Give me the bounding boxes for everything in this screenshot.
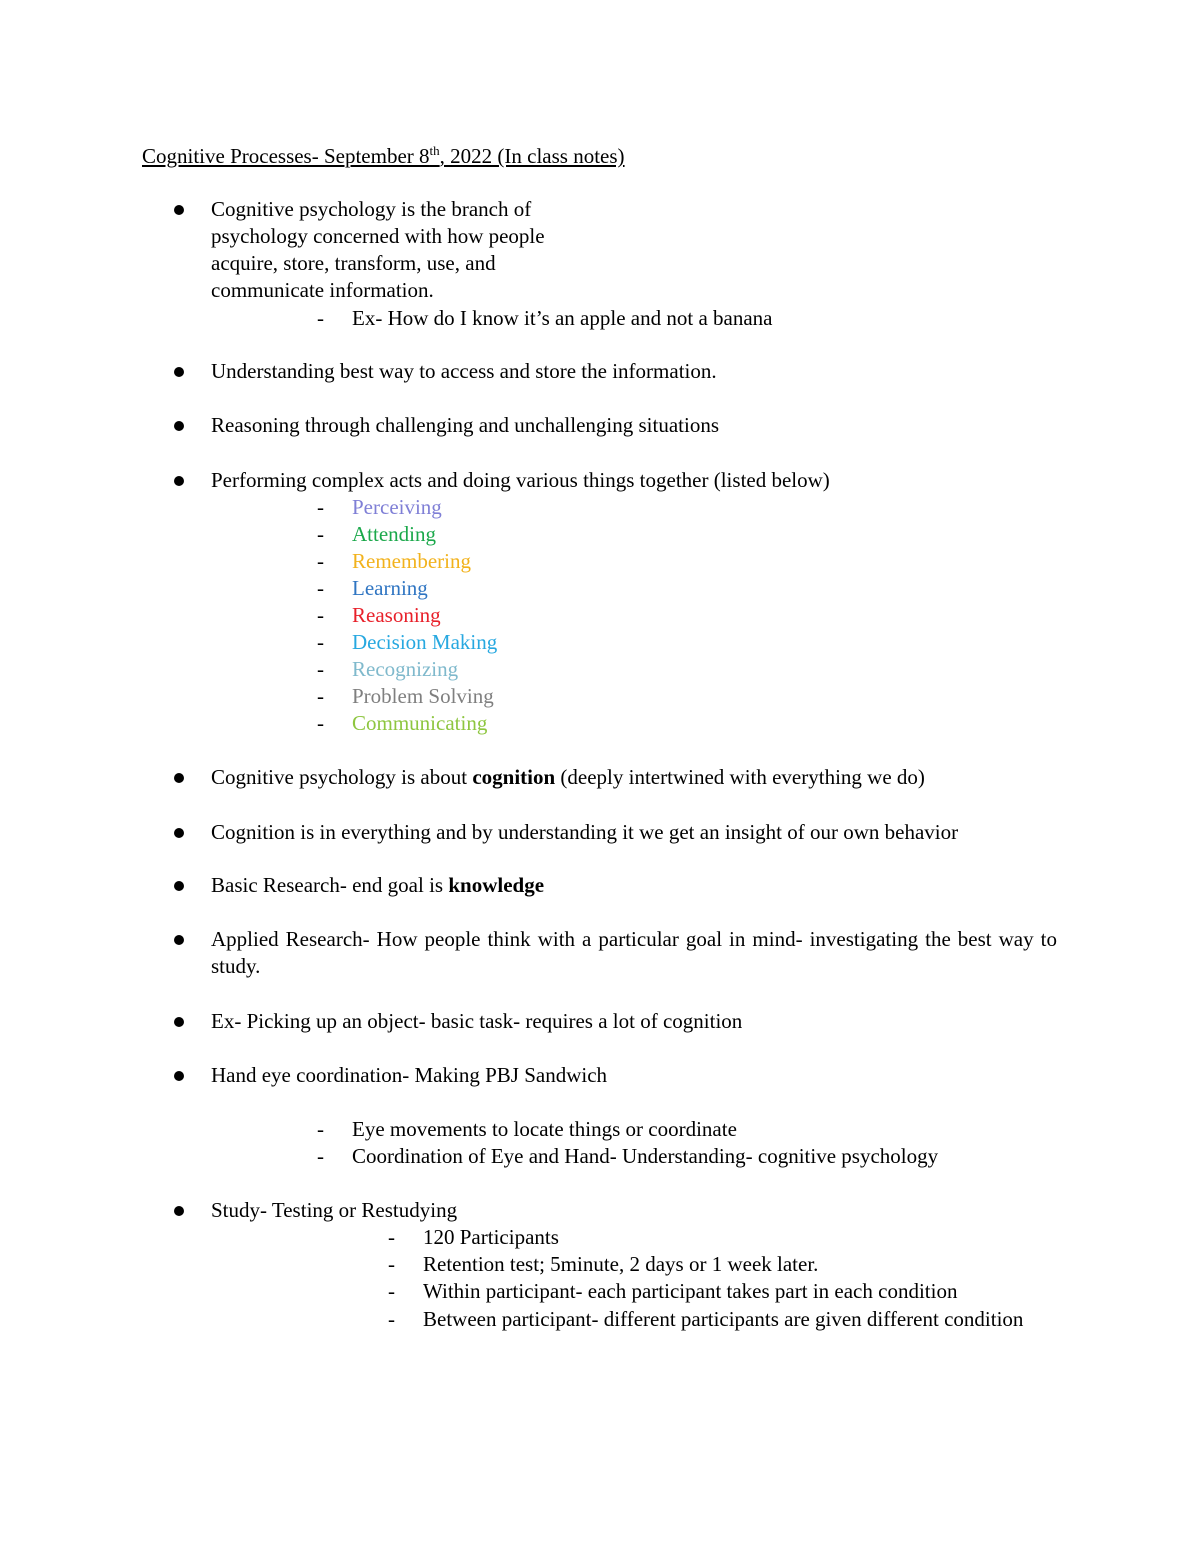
bullet-item-complex-acts: Performing complex acts and doing various things together (listed below)	[211, 468, 830, 492]
dash-marker: -	[317, 603, 324, 627]
sub-item-apple-example: Ex- How do I know it’s an apple and not a banana	[352, 306, 773, 330]
dash-marker: -	[388, 1225, 395, 1249]
bullet-icon	[174, 205, 184, 215]
bullet-icon	[174, 881, 184, 891]
dash-marker: -	[317, 684, 324, 708]
bullet-icon	[174, 935, 184, 945]
bullet-icon	[174, 367, 184, 377]
dash-marker: -	[317, 630, 324, 654]
sub-item-participants: 120 Participants	[423, 1225, 559, 1249]
dash-marker: -	[388, 1307, 395, 1331]
process-item: Communicating	[352, 711, 488, 735]
dash-marker: -	[317, 1144, 324, 1168]
bullet-item-access-store: Understanding best way to access and store the information.	[211, 359, 717, 383]
sub-item-within-participant: Within participant- each participant takes part in each condition	[423, 1279, 958, 1303]
sub-item-retention-test: Retention test; 5minute, 2 days or 1 week later.	[423, 1252, 819, 1276]
bullet-icon	[174, 1017, 184, 1027]
bullet-item-picking-object: Ex- Picking up an object- basic task- requires a lot of cognition	[211, 1009, 743, 1033]
dash-marker: -	[317, 549, 324, 573]
process-item: Problem Solving	[352, 684, 494, 708]
process-item: Recognizing	[352, 657, 459, 681]
process-item: Decision Making	[352, 630, 498, 654]
dash-marker: -	[317, 576, 324, 600]
process-item: Learning	[352, 576, 428, 600]
bullet-item-cognition-everything: Cognition is in everything and by understanding it we get an insight of our own behavior	[211, 820, 959, 844]
bullet-icon	[174, 421, 184, 431]
dash-marker: -	[317, 657, 324, 681]
dash-marker: -	[317, 1117, 324, 1141]
dash-marker: -	[317, 522, 324, 546]
process-item: Reasoning	[352, 603, 441, 627]
dash-marker: -	[317, 711, 324, 735]
bullet-icon	[174, 476, 184, 486]
bullet-icon	[174, 1071, 184, 1081]
page-title: Cognitive Processes- September 8th, 2022 (In class notes)	[142, 143, 625, 168]
process-item: Perceiving	[352, 495, 442, 519]
sub-item-between-participant: Between participant- different participants are given different condition	[423, 1307, 1024, 1331]
bullet-icon	[174, 1206, 184, 1216]
process-item: Remembering	[352, 549, 471, 573]
process-item: Attending	[352, 522, 436, 546]
sub-item-coordination: Coordination of Eye and Hand- Understanding- cognitive psychology	[352, 1144, 939, 1168]
bullet-item-hand-eye: Hand eye coordination- Making PBJ Sandwich	[211, 1063, 608, 1087]
dash-marker: -	[317, 495, 324, 519]
bullet-icon	[174, 773, 184, 783]
bullet-item-cognition: Cognitive psychology is about cognition (deeply intertwined with everything we do)	[211, 765, 925, 789]
bullet-item-study: Study- Testing or Restudying	[211, 1198, 458, 1222]
bullet-item-basic-research: Basic Research- end goal is knowledge	[211, 873, 545, 897]
dash-marker: -	[388, 1279, 395, 1303]
dash-marker: -	[317, 306, 324, 330]
bullet-item-reasoning: Reasoning through challenging and unchallenging situations	[211, 413, 719, 437]
bullet-item-applied-research: Applied Research- How people think with a particular goal in mind- investigating the best way to study.	[211, 927, 1057, 978]
dash-marker: -	[388, 1252, 395, 1276]
bullet-item-definition: Cognitive psychology is the branch of psychology concerned with how people acquire, store, transform, use, and communicate information.	[211, 197, 545, 302]
sub-item-eye-movements: Eye movements to locate things or coordinate	[352, 1117, 737, 1141]
bullet-icon	[174, 828, 184, 838]
